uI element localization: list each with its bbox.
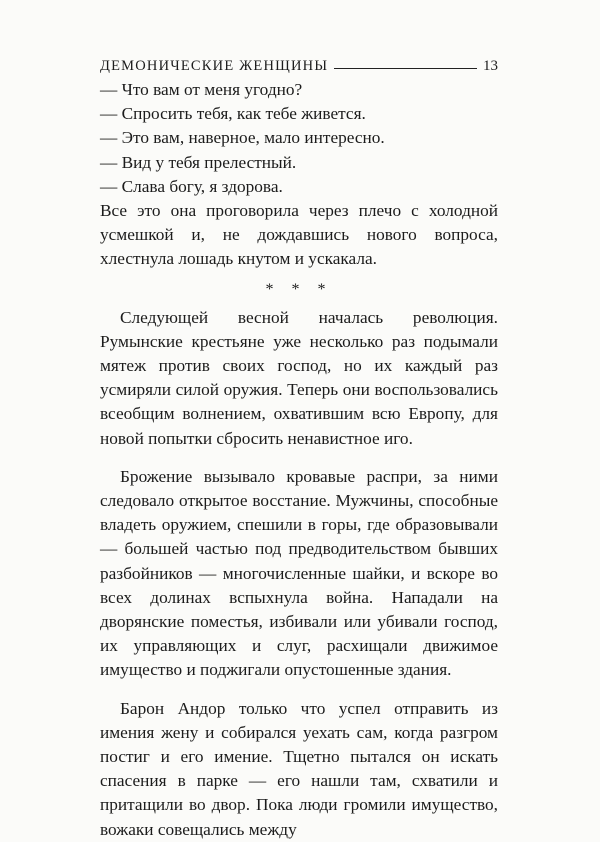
paragraph-4: Барон Андор только что успел отправить из имения жену и собирался уехать сам, когда разгром постиг и его имение. Тщетно пытался он искать спасения в парке — его нашли там, схватили и притащили во двор. Пока люди громили имущество, вожаки совещались между xyxy=(100,698,498,839)
page-text xyxy=(100,78,498,842)
dialogue-line: — Что вам от меня угодно? xyxy=(100,80,303,99)
paragraph-2: Следующей весной началась революция. Румынские крестьяне уже несколько раз подымали мятеж против своих господ, но их каждый раз усмиряли силой оружия. Теперь они воспользовались всеобщим волнением, охватившим всю Европу, для новой попытки сбросить ненавистное иго. xyxy=(100,307,498,448)
page-header xyxy=(100,53,498,75)
page-number: 13 xyxy=(483,58,498,74)
section-separator: * * * xyxy=(265,280,333,298)
dialogue-line: — Слава богу, я здорова. xyxy=(100,176,283,196)
header-rule xyxy=(334,68,477,69)
dialogue-line: — Это вам, наверное, мало интересно. xyxy=(100,128,385,148)
dialogue-line: — Вид у тебя прелестный. xyxy=(100,152,297,172)
running-title: ДЕМОНИЧЕСКИЕ ЖЕНЩИНЫ xyxy=(100,58,329,74)
dialogue-line: — Спросить тебя, как тебе живется. xyxy=(100,104,366,124)
paragraph-1: Все это она проговорила через плечо с холодной усмешкой и, не дождавшись нового вопроса, хлестнула лошадь кнутом и ускакала. xyxy=(100,201,498,269)
paragraph-3: Брожение вызывало кровавые распри, за ними следовало открытое восстание. Мужчины, способные владеть оружием, спешили в горы, где образовывали — большей частью под предводительством бывших разбойников — многочисленные шайки, и вскоре во всех долинах вспыхнула война. Нападали на дворянские поместья, избивали или убивали господ, их управляющих и слуг, расхищали движимое имущество и поджигали опустошенные здания. xyxy=(100,466,498,680)
